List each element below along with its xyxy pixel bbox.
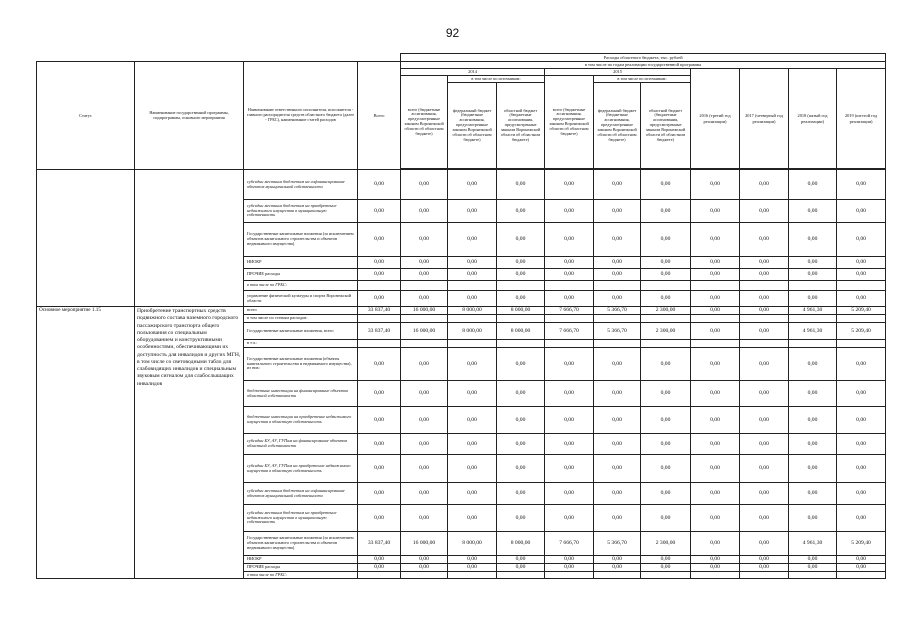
value-cell: 0,00 [594,564,641,572]
value-cell: 0,00 [740,556,789,564]
expense-item-name: бюджетные инвестиции на финансирование объектов областной собственности [244,381,358,407]
expense-item-name: в том числе по ГРБС: [244,281,358,291]
value-cell: 0,00 [497,269,545,281]
value-cell: 0,00 [691,200,740,223]
value-cell: 0,00 [691,434,740,455]
budget-table [36,53,886,579]
value-cell: 0,00 [740,532,789,556]
value-cell: 0,00 [358,269,401,281]
expense-item-name: в том числе по ГРБС: [244,572,358,579]
value-cell: 0,00 [641,434,691,455]
value-cell: 0,00 [789,223,837,257]
expense-item-name: НИОКР [244,556,358,564]
value-cell: 0,00 [740,434,789,455]
value-cell: 0,00 [401,170,448,200]
value-cell: 0,00 [448,564,497,572]
value-cell: 0,00 [641,170,691,200]
value-cell: 0,00 [545,269,594,281]
value-cell: 0,00 [837,564,886,572]
value-cell: 2 300,00 [641,307,691,315]
value-cell: 4 961,30 [789,323,837,340]
value-cell: 0,00 [594,381,641,407]
value-cell: 0,00 [641,291,691,307]
value-cell: 0,00 [401,200,448,223]
value-cell: 7 666,70 [545,323,594,340]
value-cell: 0,00 [740,455,789,483]
value-cell: 0,00 [448,407,497,434]
value-cell: 0,00 [691,556,740,564]
col-total: Всего [358,62,401,170]
value-cell: 0,00 [497,564,545,572]
value-cell [497,315,545,323]
value-cell [594,315,641,323]
value-cell: 0,00 [641,564,691,572]
value-cell: 0,00 [448,381,497,407]
value-cell: 0,00 [358,556,401,564]
value-cell: 0,00 [641,200,691,223]
value-cell: 0,00 [497,257,545,269]
incl-2014: в том числе по источникам: [448,76,545,83]
value-cell: 0,00 [448,434,497,455]
value-cell: 5 366,70 [594,532,641,556]
col-2014-total: всего (бюджетные ассигнования, предусмотренные законом Воронежской области об областном бюджете) [401,76,448,169]
value-cell [545,281,594,291]
col-2014-regional: областной бюджет (бюджетные ассигнования, предусмотренные законом Воронежской области об областном бюджете) [497,83,545,169]
value-cell [740,315,789,323]
value-cell: 0,00 [497,407,545,434]
value-cell: 0,00 [358,434,401,455]
value-cell: 0,00 [545,348,594,381]
block1-body [37,170,886,307]
value-cell: 0,00 [740,381,789,407]
value-cell: 0,00 [740,200,789,223]
value-cell: 0,00 [358,564,401,572]
value-cell: 0,00 [545,455,594,483]
value-cell: 0,00 [497,223,545,257]
value-cell: 0,00 [837,257,886,269]
value-cell: 7 666,70 [545,532,594,556]
value-cell: 0,00 [740,505,789,532]
value-cell: 0,00 [837,269,886,281]
value-cell: 0,00 [401,407,448,434]
value-cell [789,315,837,323]
value-cell: 0,00 [358,257,401,269]
value-cell: 0,00 [545,505,594,532]
col-2015-total: всего (бюджетные ассигнования, предусмотренные законом Воронежской области об областном бюджете) [545,76,594,169]
value-cell: 0,00 [691,348,740,381]
expense-item-name: субсидии местным бюджетам на приобретение недвижимого имущества в муниципальную собственность [244,505,358,532]
col-executor: Наименование ответственного исполнителя, исполнителя - главного распорядителя средств областного бюджета (далее - ГРБС), наименование статей расходов [244,62,358,170]
col-2015-federal: федеральный бюджет (бюджетные ассигнования, предусмотренные законом Воронежской области об областном бюджете) [594,83,641,169]
value-cell [545,340,594,348]
value-cell: 8 000,00 [497,532,545,556]
value-cell: 0,00 [789,564,837,572]
value-cell: 0,00 [401,556,448,564]
value-cell [401,315,448,323]
table-row [37,170,886,200]
value-cell: 0,00 [789,269,837,281]
status-cell [37,170,135,307]
value-cell [740,340,789,348]
value-cell: 0,00 [691,532,740,556]
value-cell: 0,00 [789,505,837,532]
value-cell [641,340,691,348]
value-cell [358,315,401,323]
value-cell: 2 300,00 [641,323,691,340]
expense-item-name: Государственные капитальные вложения (за исключением объектов капитального строительства и объектов недвижимого имущества) [244,532,358,556]
value-cell: 0,00 [837,291,886,307]
year-2016: 2016 (третий год реализации) [691,69,740,169]
year-2019: 2019 (шестой год реализации) [837,69,886,169]
expense-item-name: субсидии БУ, АУ, ГУПам на приобретение недвижимого имущества в областную собственность [244,455,358,483]
value-cell: 0,00 [837,381,886,407]
value-cell: 0,00 [594,257,641,269]
value-cell: 0,00 [789,291,837,307]
value-cell: 0,00 [789,348,837,381]
value-cell [837,340,886,348]
value-cell: 0,00 [497,556,545,564]
value-cell: 0,00 [641,223,691,257]
value-cell: 0,00 [358,291,401,307]
value-cell: 33 837,40 [358,307,401,315]
value-cell: 0,00 [691,291,740,307]
value-cell: 0,00 [497,381,545,407]
value-cell [789,340,837,348]
value-cell: 0,00 [837,223,886,257]
value-cell: 0,00 [401,483,448,505]
value-cell: 0,00 [641,407,691,434]
value-cell: 0,00 [641,483,691,505]
value-cell: 0,00 [789,200,837,223]
value-cell [789,281,837,291]
value-cell: 0,00 [594,223,641,257]
value-cell: 0,00 [641,556,691,564]
col-2014-federal: федеральный бюджет (бюджетные ассигнования, предусмотренные законом Воронежской области об областном бюджете) [448,83,497,169]
value-cell: 0,00 [740,348,789,381]
value-cell: 0,00 [594,556,641,564]
status-cell: Основное мероприятие 1.15 [37,307,135,579]
value-cell: 0,00 [401,381,448,407]
value-cell: 7 666,70 [545,307,594,315]
value-cell: 0,00 [448,200,497,223]
expense-item-name: Государственные капитальные вложения (за исключением объектов капитального строительства и объектов недвижимого имущества) [244,223,358,257]
value-cell: 0,00 [837,505,886,532]
expense-item-name: всего [244,307,358,315]
value-cell: 0,00 [545,407,594,434]
year-2014: 2014 [401,69,545,76]
value-cell: 0,00 [837,200,886,223]
value-cell [740,281,789,291]
value-cell: 0,00 [837,348,886,381]
value-cell: 0,00 [837,483,886,505]
value-cell [401,572,448,579]
value-cell: 0,00 [358,505,401,532]
value-cell [448,340,497,348]
value-cell: 0,00 [740,323,789,340]
value-cell: 0,00 [691,307,740,315]
value-cell: 0,00 [594,291,641,307]
value-cell: 8 000,00 [448,323,497,340]
value-cell: 8 000,00 [448,307,497,315]
expense-item-name: управление физической культуры и спорта Воронежской области [244,291,358,307]
expense-item-name: в том числе по статьям расходов: [244,315,358,323]
value-cell: 0,00 [401,348,448,381]
value-cell: 0,00 [691,407,740,434]
program-cell [135,170,244,307]
value-cell: 0,00 [740,407,789,434]
value-cell: 0,00 [789,455,837,483]
value-cell: 0,00 [837,170,886,200]
value-cell: 0,00 [594,455,641,483]
value-cell: 0,00 [691,455,740,483]
value-cell: 0,00 [594,483,641,505]
value-cell: 0,00 [837,455,886,483]
value-cell: 0,00 [691,483,740,505]
value-cell [545,315,594,323]
expense-item-name: в т.ч.: [244,340,358,348]
value-cell [497,572,545,579]
value-cell [789,572,837,579]
value-cell [448,572,497,579]
value-cell: 0,00 [358,407,401,434]
value-cell: 0,00 [497,455,545,483]
value-cell: 0,00 [789,170,837,200]
value-cell [837,315,886,323]
expense-item-name: бюджетные инвестиции на приобретение недвижимого имущества в областную собственность [244,407,358,434]
incl-2015: в том числе по источникам: [594,76,691,83]
value-cell: 0,00 [594,407,641,434]
col-status: Статус [37,62,135,170]
value-cell [497,281,545,291]
value-cell [358,340,401,348]
value-cell: 0,00 [740,269,789,281]
value-cell: 0,00 [401,455,448,483]
value-cell: 0,00 [401,291,448,307]
value-cell: 0,00 [837,407,886,434]
value-cell [837,281,886,291]
value-cell [448,281,497,291]
value-cell: 0,00 [401,505,448,532]
value-cell: 0,00 [545,556,594,564]
year-2015: 2015 [545,69,691,76]
value-cell: 0,00 [691,505,740,532]
value-cell: 0,00 [740,483,789,505]
value-cell [641,315,691,323]
value-cell: 0,00 [497,483,545,505]
expense-item-name: ПРОЧИЕ расходы [244,564,358,572]
value-cell [837,572,886,579]
value-cell: 4 961,30 [789,307,837,315]
value-cell: 0,00 [545,200,594,223]
value-cell: 0,00 [358,483,401,505]
value-cell: 16 000,00 [401,532,448,556]
value-cell: 0,00 [641,269,691,281]
page-number: 92 [445,26,460,40]
value-cell: 0,00 [594,200,641,223]
value-cell: 0,00 [594,434,641,455]
year-2018: 2018 (пятый год реализации) [789,69,837,169]
value-cell [497,340,545,348]
years-title: в том числе по годам реализации государственной программы [401,62,886,69]
value-cell: 0,00 [837,434,886,455]
value-cell: 0,00 [545,381,594,407]
value-cell: 0,00 [358,200,401,223]
value-cell [358,572,401,579]
value-cell: 5 209,40 [837,323,886,340]
value-cell [594,572,641,579]
value-cell: 0,00 [789,434,837,455]
value-cell: 16 000,00 [401,323,448,340]
value-cell: 0,00 [691,564,740,572]
table-row [37,307,886,315]
value-cell: 16 000,00 [401,307,448,315]
expense-item-name: Государственные капитальные вложения, всего [244,323,358,340]
value-cell: 0,00 [448,505,497,532]
value-cell: 0,00 [691,223,740,257]
value-cell: 0,00 [545,434,594,455]
value-cell: 0,00 [448,269,497,281]
value-cell: 0,00 [641,257,691,269]
expense-item-name: ПРОЧИЕ расходы [244,269,358,281]
block2-body [37,307,886,579]
value-cell: 0,00 [740,257,789,269]
value-cell: 0,00 [594,348,641,381]
value-cell: 0,00 [641,381,691,407]
value-cell [691,340,740,348]
value-cell: 0,00 [401,269,448,281]
value-cell: 0,00 [497,170,545,200]
expense-item-name: субсидии БУ, АУ, ГУПам на финансирование объектов областной собственности [244,434,358,455]
value-cell: 0,00 [401,434,448,455]
value-cell: 0,00 [691,269,740,281]
value-cell: 0,00 [545,483,594,505]
value-cell: 0,00 [594,269,641,281]
value-cell: 0,00 [448,483,497,505]
value-cell: 0,00 [358,170,401,200]
value-cell: 0,00 [691,381,740,407]
value-cell: 0,00 [789,556,837,564]
value-cell: 0,00 [358,223,401,257]
value-cell: 0,00 [691,257,740,269]
value-cell: 0,00 [789,407,837,434]
value-cell: 0,00 [497,200,545,223]
value-cell: 5 209,40 [837,532,886,556]
value-cell: 0,00 [594,505,641,532]
value-cell: 0,00 [641,348,691,381]
value-cell [641,572,691,579]
value-cell: 33 837,40 [358,532,401,556]
value-cell: 0,00 [497,505,545,532]
value-cell [594,340,641,348]
value-cell: 0,00 [641,455,691,483]
year-2017: 2017 (четвертый год реализации) [740,69,789,169]
value-cell [358,281,401,291]
value-cell [545,572,594,579]
value-cell [401,281,448,291]
value-cell [691,281,740,291]
value-cell: 0,00 [691,323,740,340]
value-cell: 0,00 [358,381,401,407]
expense-item-name: субсидии местным бюджетам на софинансирование объектов муниципальной собственности [244,170,358,200]
value-cell: 0,00 [497,291,545,307]
value-cell [448,315,497,323]
value-cell: 5 209,40 [837,307,886,315]
expense-item-name: Государственные капитальные вложения (объекты капитального строительства и недвижимого имущества), из них: [244,348,358,381]
value-cell: 0,00 [740,291,789,307]
col-2015-regional: областной бюджет (бюджетные ассигнования, предусмотренные законом Воронежской области об областном бюджете) [641,83,691,169]
expense-item-name: НИОКР [244,257,358,269]
value-cell: 0,00 [401,223,448,257]
value-cell: 0,00 [545,564,594,572]
value-cell: 2 300,00 [641,532,691,556]
expense-item-name: субсидии местным бюджетам на софинансирование объектов муниципальной собственности [244,483,358,505]
value-cell: 0,00 [448,348,497,381]
value-cell: 8 000,00 [497,307,545,315]
value-cell: 0,00 [545,223,594,257]
value-cell: 0,00 [497,348,545,381]
value-cell: 0,00 [545,170,594,200]
value-cell: 8 000,00 [497,323,545,340]
value-cell: 8 000,00 [448,532,497,556]
value-cell: 0,00 [448,556,497,564]
value-cell: 0,00 [358,455,401,483]
value-cell [401,340,448,348]
value-cell [594,281,641,291]
value-cell: 0,00 [448,223,497,257]
value-cell: 5 366,70 [594,307,641,315]
value-cell: 0,00 [448,455,497,483]
value-cell: 0,00 [545,291,594,307]
value-cell: 0,00 [740,564,789,572]
value-cell: 0,00 [401,564,448,572]
value-cell: 0,00 [358,348,401,381]
value-cell: 5 366,70 [594,323,641,340]
value-cell: 0,00 [594,170,641,200]
value-cell: 0,00 [448,291,497,307]
value-cell: 0,00 [740,170,789,200]
value-cell [691,572,740,579]
value-cell: 0,00 [740,307,789,315]
value-cell: 0,00 [448,257,497,269]
value-cell: 4 961,30 [789,532,837,556]
value-cell: 0,00 [789,381,837,407]
program-cell: Приобретение транспортных средств подвижного состава наземного городского пассажирского транспорта общего пользования со специальным оборудованием и конструктивными особенностями, обеспечивающими их доступность для инвалидов и других МГН, в том числе со световодными табло для слабовидящих инвалидов и специальным звуковым сигналом для слабослышащих инвалидов [135,307,244,579]
value-cell: 0,00 [401,257,448,269]
value-cell: 0,00 [740,223,789,257]
value-cell: 0,00 [641,505,691,532]
value-cell: 0,00 [789,257,837,269]
value-cell: 0,00 [691,170,740,200]
value-cell: 0,00 [837,556,886,564]
value-cell: 0,00 [545,257,594,269]
value-cell: 33 837,40 [358,323,401,340]
value-cell [740,572,789,579]
value-cell: 0,00 [497,434,545,455]
budget-title: Расходы областного бюджета, тыс. рублей [401,54,886,62]
value-cell: 0,00 [448,170,497,200]
value-cell [691,315,740,323]
value-cell: 0,00 [789,483,837,505]
value-cell [641,281,691,291]
expense-item-name: субсидии местным бюджетам на приобретение недвижимого имущества в муниципальную собственность [244,200,358,223]
col-program: Наименование государственной программы, подпрограммы, основного мероприятия [135,62,244,170]
